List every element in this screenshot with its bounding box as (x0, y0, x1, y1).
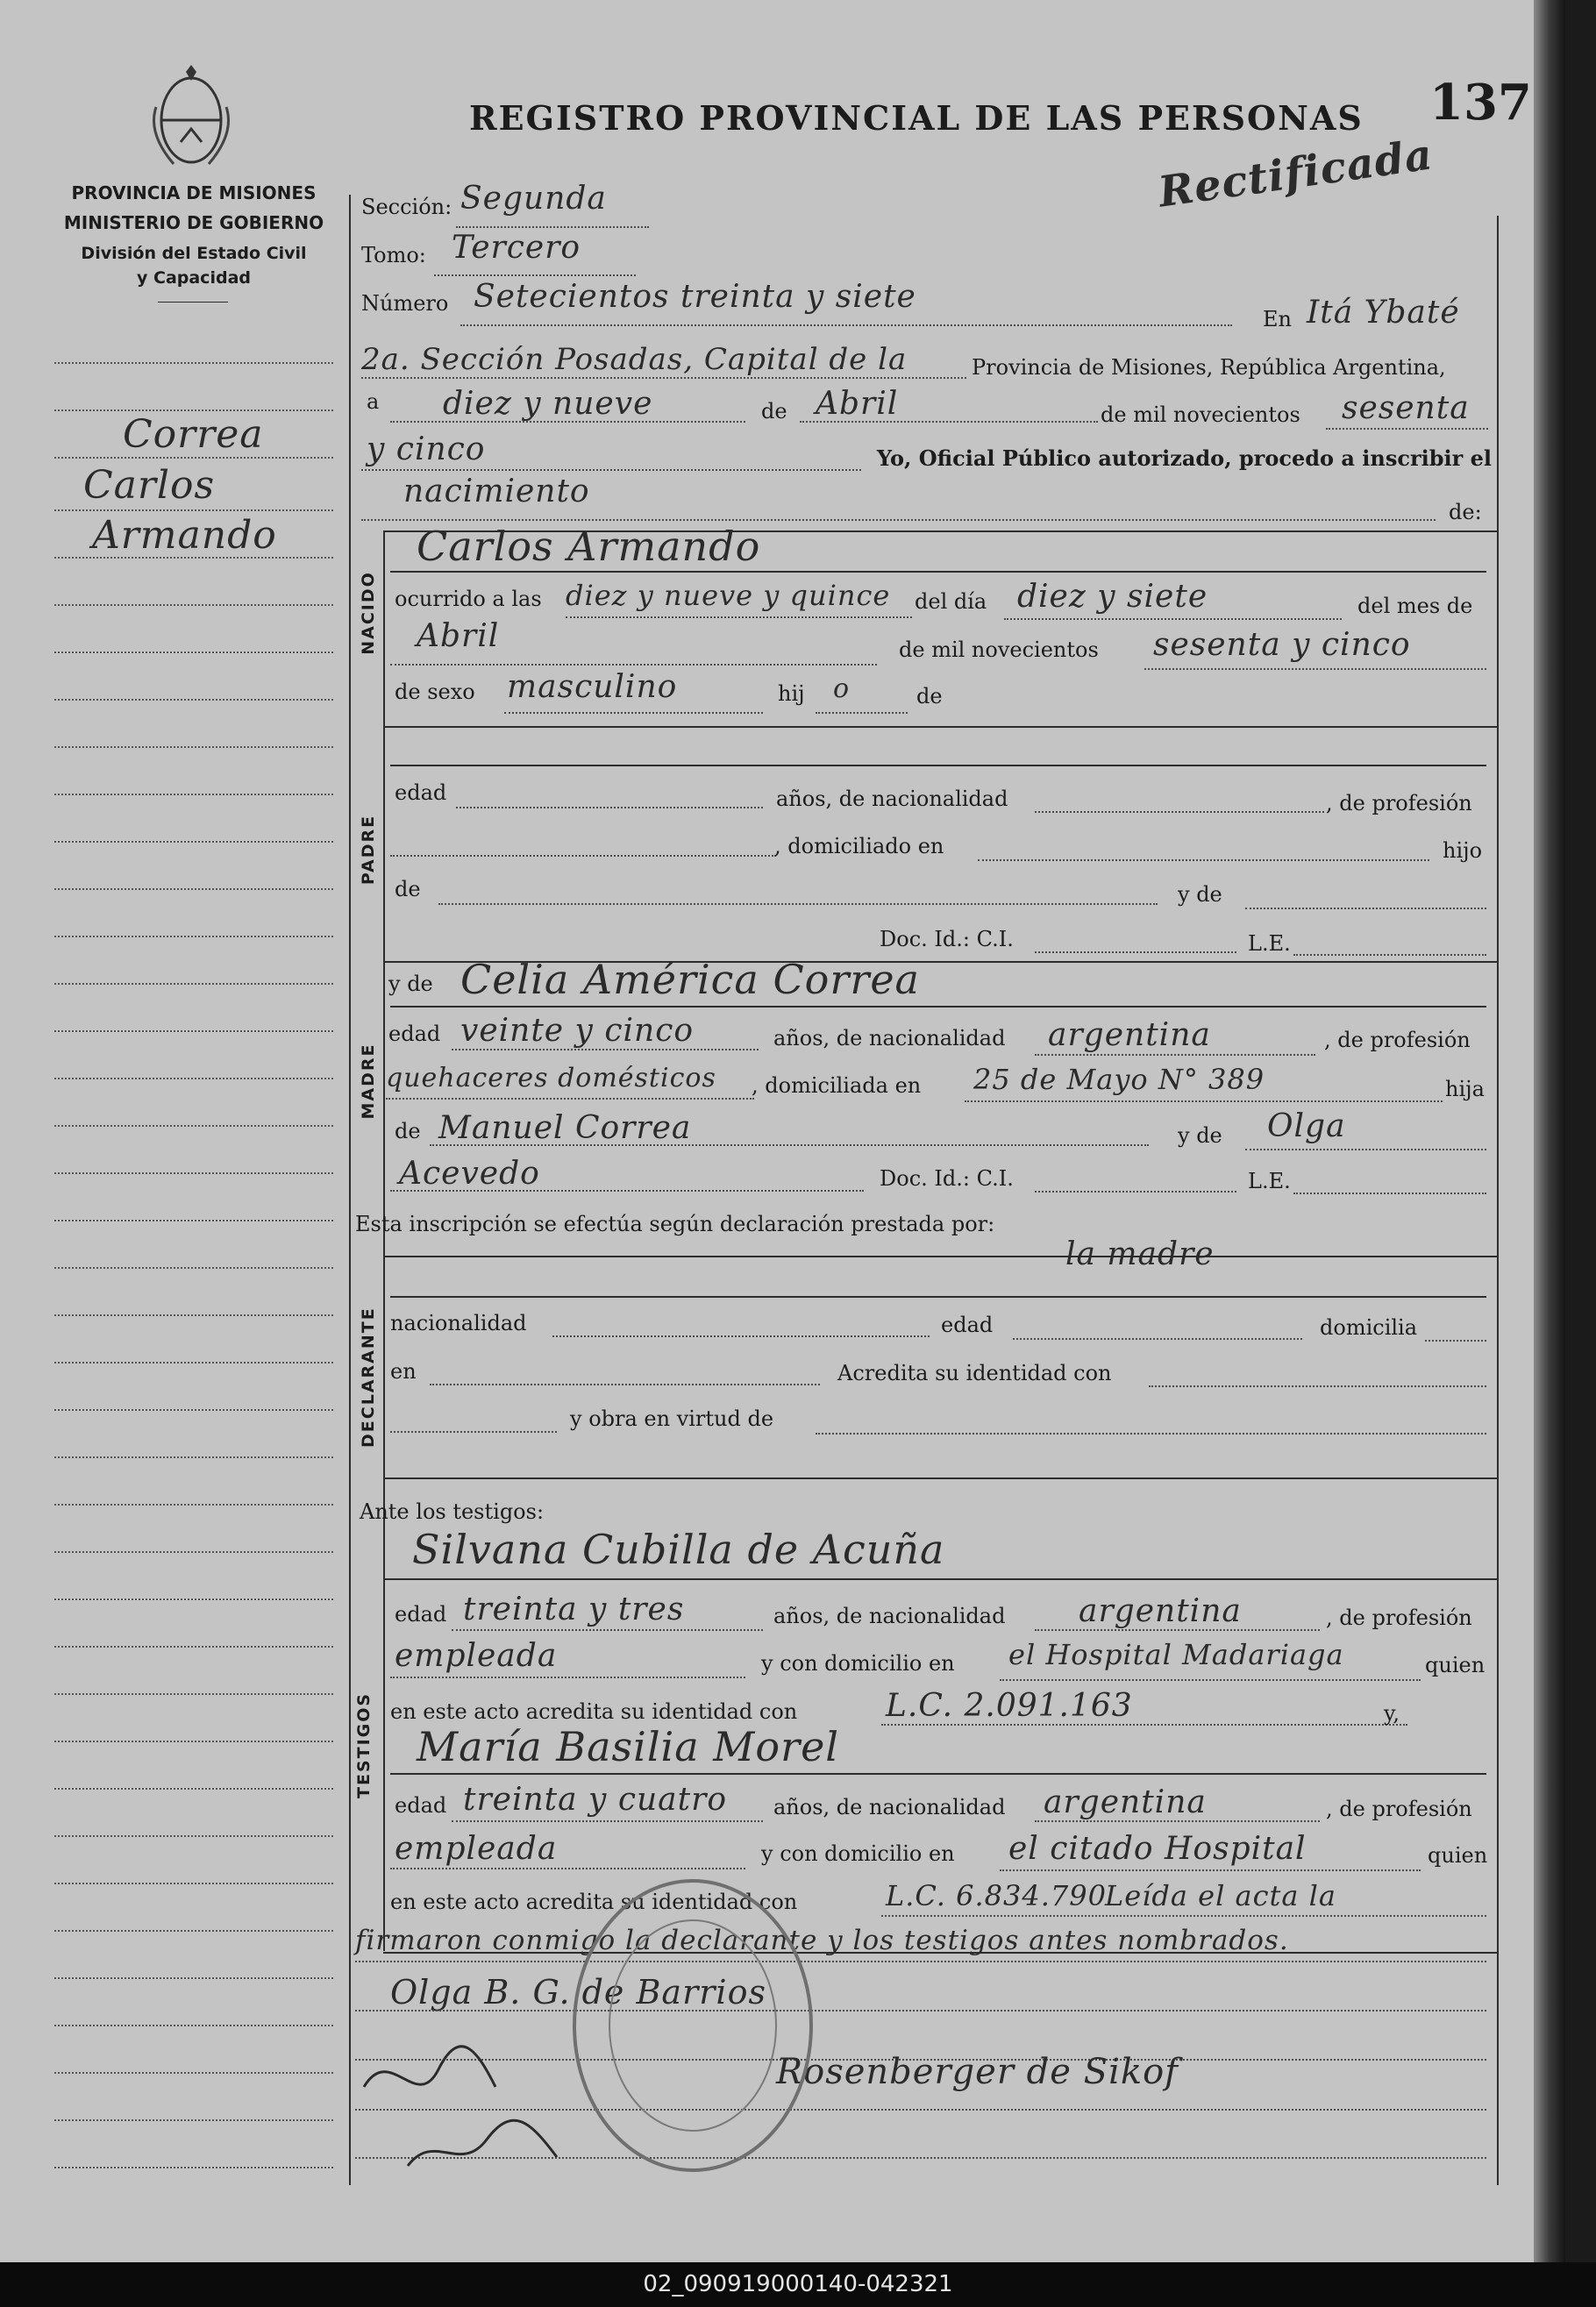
t2-doc-line (881, 1915, 1486, 1917)
madre-dom-line (965, 1100, 1443, 1102)
t2-prof-label: , de profesión (1326, 1797, 1472, 1821)
lugar-line (361, 377, 966, 379)
mes-line (800, 421, 1098, 423)
t1-prof-line (390, 1677, 745, 1678)
anio-value-2: y cinco (367, 431, 486, 467)
division-heading: División del Estado Civil (81, 244, 307, 263)
declarante-line (390, 1296, 1486, 1298)
padre-top-rule (383, 726, 1497, 728)
mil-label: de mil novecientos (1101, 402, 1300, 427)
t2-quien-label: quien (1428, 1843, 1488, 1868)
madre-madre-value-1: Olga (1267, 1108, 1346, 1144)
declarante-obra-label: y obra en virtud de (570, 1406, 774, 1431)
declarante-dom-line (1425, 1340, 1486, 1342)
numero-value: Setecientos treinta y siete (474, 279, 916, 315)
del-mes-label: del mes de (1357, 594, 1473, 618)
register-title: REGISTRO PROVINCIAL DE LAS PERSONAS (469, 98, 1364, 138)
padre-prof-label: , de profesión (1326, 791, 1472, 815)
t1-acredita-label: en este acto acredita su identidad con (390, 1699, 798, 1724)
padre-nac-line (1035, 811, 1324, 813)
testigo1-nombre-line (383, 1578, 1497, 1580)
del-dia-label: del día (915, 589, 987, 614)
firma-testigo: Rosenberger de Sikof (776, 2052, 1179, 2092)
nacido-mil-label: de mil novecientos (899, 637, 1099, 662)
nacido-nombre: Carlos Armando (417, 523, 761, 570)
province-heading: PROVINCIA DE MISIONES (71, 182, 317, 203)
t2-nac-value: argentina (1044, 1784, 1207, 1820)
declarante-nac-line (552, 1335, 930, 1337)
t2-nac-label: años, de nacionalidad (773, 1795, 1006, 1819)
t1-prof-label: , de profesión (1326, 1606, 1472, 1630)
t2-dom-label: y con domicilio en (761, 1841, 955, 1866)
padre-hijo-label: hijo (1443, 838, 1483, 863)
padre-edad-label: edad (395, 780, 447, 805)
padre-edad-line (456, 807, 763, 808)
heading-underline (158, 302, 228, 303)
t2-acredita-label: en este acto acredita su identidad con (390, 1890, 798, 1914)
t2-edad-line (452, 1820, 763, 1822)
madre-nombre: Celia América Correa (460, 956, 920, 1003)
rectificada-annotation: Rectificada (1155, 130, 1436, 217)
t1-dom-label: y con domicilio en (761, 1651, 955, 1676)
t1-doc-value: L.C. 2.091.163 (886, 1688, 1133, 1724)
madre-yde-label: y de (388, 972, 433, 996)
madre-madre-line (1245, 1149, 1486, 1150)
padre-prof-line (390, 855, 776, 857)
declarante-label: DECLARANTE (359, 1307, 378, 1448)
padre-yde-label: y de (1178, 882, 1222, 907)
madre-prof-label: , de profesión (1324, 1028, 1471, 1052)
madre-label: MADRE (359, 1043, 378, 1120)
t1-prof-value: empleada (395, 1638, 558, 1674)
declarante-top-rule (383, 1256, 1497, 1257)
seccion-value: Segunda (460, 181, 607, 217)
madre-nac-value: argentina (1048, 1017, 1211, 1053)
declarante-intro: Esta inscripción se efectúa según declaración prestada por: (355, 1212, 995, 1236)
madre-padre-line (430, 1144, 1149, 1146)
document-code: 02_090919000140-042321 (643, 2271, 953, 2297)
declarante-value: la madre (1065, 1236, 1215, 1272)
acto-line (361, 519, 1436, 521)
madre-prof-value: quehaceres domésticos (386, 1063, 716, 1093)
padre-doc-line (1035, 951, 1236, 953)
anio-value-1: sesenta (1342, 390, 1470, 426)
testigos-label: TESTIGOS (354, 1691, 374, 1798)
t1-nac-line (1035, 1629, 1320, 1631)
declarante-dom-label: domicilia (1320, 1315, 1418, 1340)
madre-nombre-line (390, 1006, 1486, 1008)
padre-de-line (438, 903, 1158, 905)
footer-bar (0, 2262, 1596, 2307)
madre-dom-value: 25 de Mayo N° 389 (973, 1063, 1265, 1096)
capacidad-heading: y Capacidad (137, 268, 251, 288)
tomo-line (434, 274, 636, 276)
firma-line-1 (355, 2010, 1486, 2012)
ministry-heading: MINISTERIO DE GOBIERNO (63, 212, 324, 233)
t1-edad-label: edad (395, 1602, 447, 1627)
seccion-line (456, 226, 649, 228)
madre-edad-value: veinte y cinco (460, 1013, 695, 1049)
t2-prof-value: empleada (395, 1831, 558, 1867)
declarante-obra-line-2 (816, 1433, 1486, 1435)
madre-yde2-label: y de (1178, 1123, 1222, 1148)
t1-edad-line (452, 1629, 763, 1631)
testigo2-nombre: María Basilia Morel (417, 1723, 840, 1770)
dia-line (390, 421, 745, 423)
de-colon: de: (1449, 500, 1482, 524)
hora-value: diez y nueve y quince (566, 579, 891, 612)
padre-dom-label: , domiciliado en (774, 834, 944, 858)
en-label: En (1263, 307, 1292, 331)
nacido-label: NACIDO (359, 571, 378, 655)
page-number: 137 (1429, 74, 1532, 132)
t2-dom-line (1000, 1869, 1421, 1871)
t1-y-label: y, (1384, 1701, 1400, 1726)
t1-quien-label: quien (1425, 1653, 1486, 1677)
tomo-label: Tomo: (361, 243, 426, 267)
declarante-nac-label: nacionalidad (390, 1311, 527, 1335)
t1-doc-line (881, 1724, 1407, 1726)
declarante-bottom-rule (383, 1477, 1497, 1479)
sexo-value: masculino (507, 669, 678, 705)
cierre-line (355, 1961, 1486, 1962)
provincia-text: Provincia de Misiones, República Argentina, (972, 355, 1446, 380)
margin-name1: Carlos (83, 463, 216, 508)
madre-de-label: de (395, 1119, 421, 1143)
seccion-label: Sección: (361, 195, 452, 219)
official-stamp (561, 1868, 824, 2183)
sexo-line (504, 712, 763, 714)
testigos-intro: Ante los testigos: (360, 1499, 545, 1524)
hij-line (816, 712, 908, 714)
madre-madre-value-2: Acevedo (399, 1156, 540, 1192)
t2-nac-line (1035, 1820, 1320, 1822)
anio2-line (361, 469, 861, 471)
madre-le-line (1293, 1193, 1486, 1194)
madre-le-label: L.E. (1248, 1169, 1291, 1193)
madre-madre2-line (390, 1190, 864, 1192)
t1-edad-value: treinta y tres (463, 1591, 685, 1627)
madre-prof-line (386, 1098, 754, 1100)
declarante-edad-label: edad (941, 1313, 994, 1337)
padre-nac-label: años, de nacionalidad (776, 787, 1008, 811)
madre-padre-value: Manuel Correa (438, 1110, 692, 1146)
coat-of-arms-icon (147, 46, 235, 177)
t2-doc-value: L.C. 6.834.790 (886, 1879, 1107, 1912)
dia-value: diez y nueve (443, 386, 653, 422)
t2-dom-value: el citado Hospital (1008, 1831, 1307, 1867)
t1-dom-line (1000, 1679, 1421, 1681)
tomo-value: Tercero (452, 230, 581, 266)
de-label: de (761, 399, 787, 424)
padre-doc-label: Doc. Id.: C.I. (880, 927, 1014, 951)
padre-le-label: L.E. (1248, 931, 1291, 956)
nacido-mes-value: Abril (417, 618, 500, 654)
hij-value: o (833, 673, 851, 704)
madre-edad-label: edad (388, 1022, 441, 1046)
madre-dom-label: , domiciliada en (752, 1073, 922, 1098)
padre-nombre-line (390, 765, 1486, 766)
numero-label: Número (361, 291, 449, 316)
nacido-dia-value: diez y siete (1017, 579, 1208, 615)
madre-nac-line (1035, 1054, 1315, 1056)
declarante-acredita-line (1149, 1385, 1486, 1387)
page-edge (1534, 0, 1565, 2262)
padre-dom-line (978, 859, 1429, 861)
form-right-border (1497, 216, 1499, 2185)
testigo1-nombre: Silvana Cubilla de Acuña (412, 1526, 945, 1573)
declarante-obra-line-1 (390, 1431, 557, 1433)
t2-edad-label: edad (395, 1793, 447, 1818)
declarante-acredita-label: Acredita su identidad con (837, 1361, 1112, 1385)
madre-doc-label: Doc. Id.: C.I. (880, 1166, 1014, 1191)
mes-value: Abril (816, 386, 899, 422)
declarante-en-line (430, 1384, 820, 1385)
testigo2-nombre-line (390, 1773, 1486, 1775)
nacido-mes-line (390, 664, 877, 666)
a-label: a (367, 389, 380, 414)
margin-surname: Correa (123, 412, 264, 457)
declarante-edad-line (1013, 1338, 1302, 1340)
cierre-text: firmaron conmigo la declarante y los testigos antes nombrados. (355, 1925, 1289, 1956)
nacido-anio-value: sesenta y cinco (1153, 627, 1411, 663)
padre-label: PADRE (359, 814, 378, 886)
t2-continuation: Leída el acta la (1105, 1879, 1336, 1912)
numero-line (460, 324, 1232, 326)
lugar-value-2: 2a. Sección Posadas, Capital de la (361, 342, 908, 377)
lugar-value-1: Itá Ybaté (1307, 295, 1460, 331)
declarante-en-label: en (390, 1359, 417, 1384)
anio-line (1326, 428, 1488, 430)
padre-de-label: de (395, 877, 421, 901)
nacido-dia-line (1004, 618, 1342, 620)
nacido-de-label: de (916, 684, 943, 708)
hij-label: hij (778, 681, 805, 706)
padre-le-line (1293, 954, 1486, 956)
form-left-border (349, 195, 351, 2185)
t1-nac-value: argentina (1079, 1593, 1242, 1629)
section-label-rule (383, 530, 385, 1951)
padre-yde-line (1245, 908, 1486, 909)
firma-oficial: Olga B. G. de Barrios (390, 1973, 766, 2012)
ocurrido-label: ocurrido a las (395, 587, 542, 611)
acto-value: nacimiento (403, 474, 590, 509)
t1-dom-value: el Hospital Madariaga (1008, 1638, 1344, 1671)
nacido-anio-line (1144, 668, 1486, 670)
madre-edad-line (452, 1049, 759, 1050)
t1-nac-label: años, de nacionalidad (773, 1604, 1006, 1628)
sexo-label: de sexo (395, 680, 475, 704)
madre-doc-line (1035, 1191, 1236, 1193)
oficial-text: Yo, Oficial Público autorizado, procedo a inscribir el (877, 445, 1493, 471)
madre-hija-label: hija (1445, 1077, 1485, 1101)
nacido-nombre-line (390, 571, 1486, 573)
margin-name2: Armando (92, 513, 277, 558)
madre-nac-label: años, de nacionalidad (773, 1026, 1006, 1050)
hora-line (566, 616, 912, 618)
t2-edad-value: treinta y cuatro (463, 1782, 727, 1818)
